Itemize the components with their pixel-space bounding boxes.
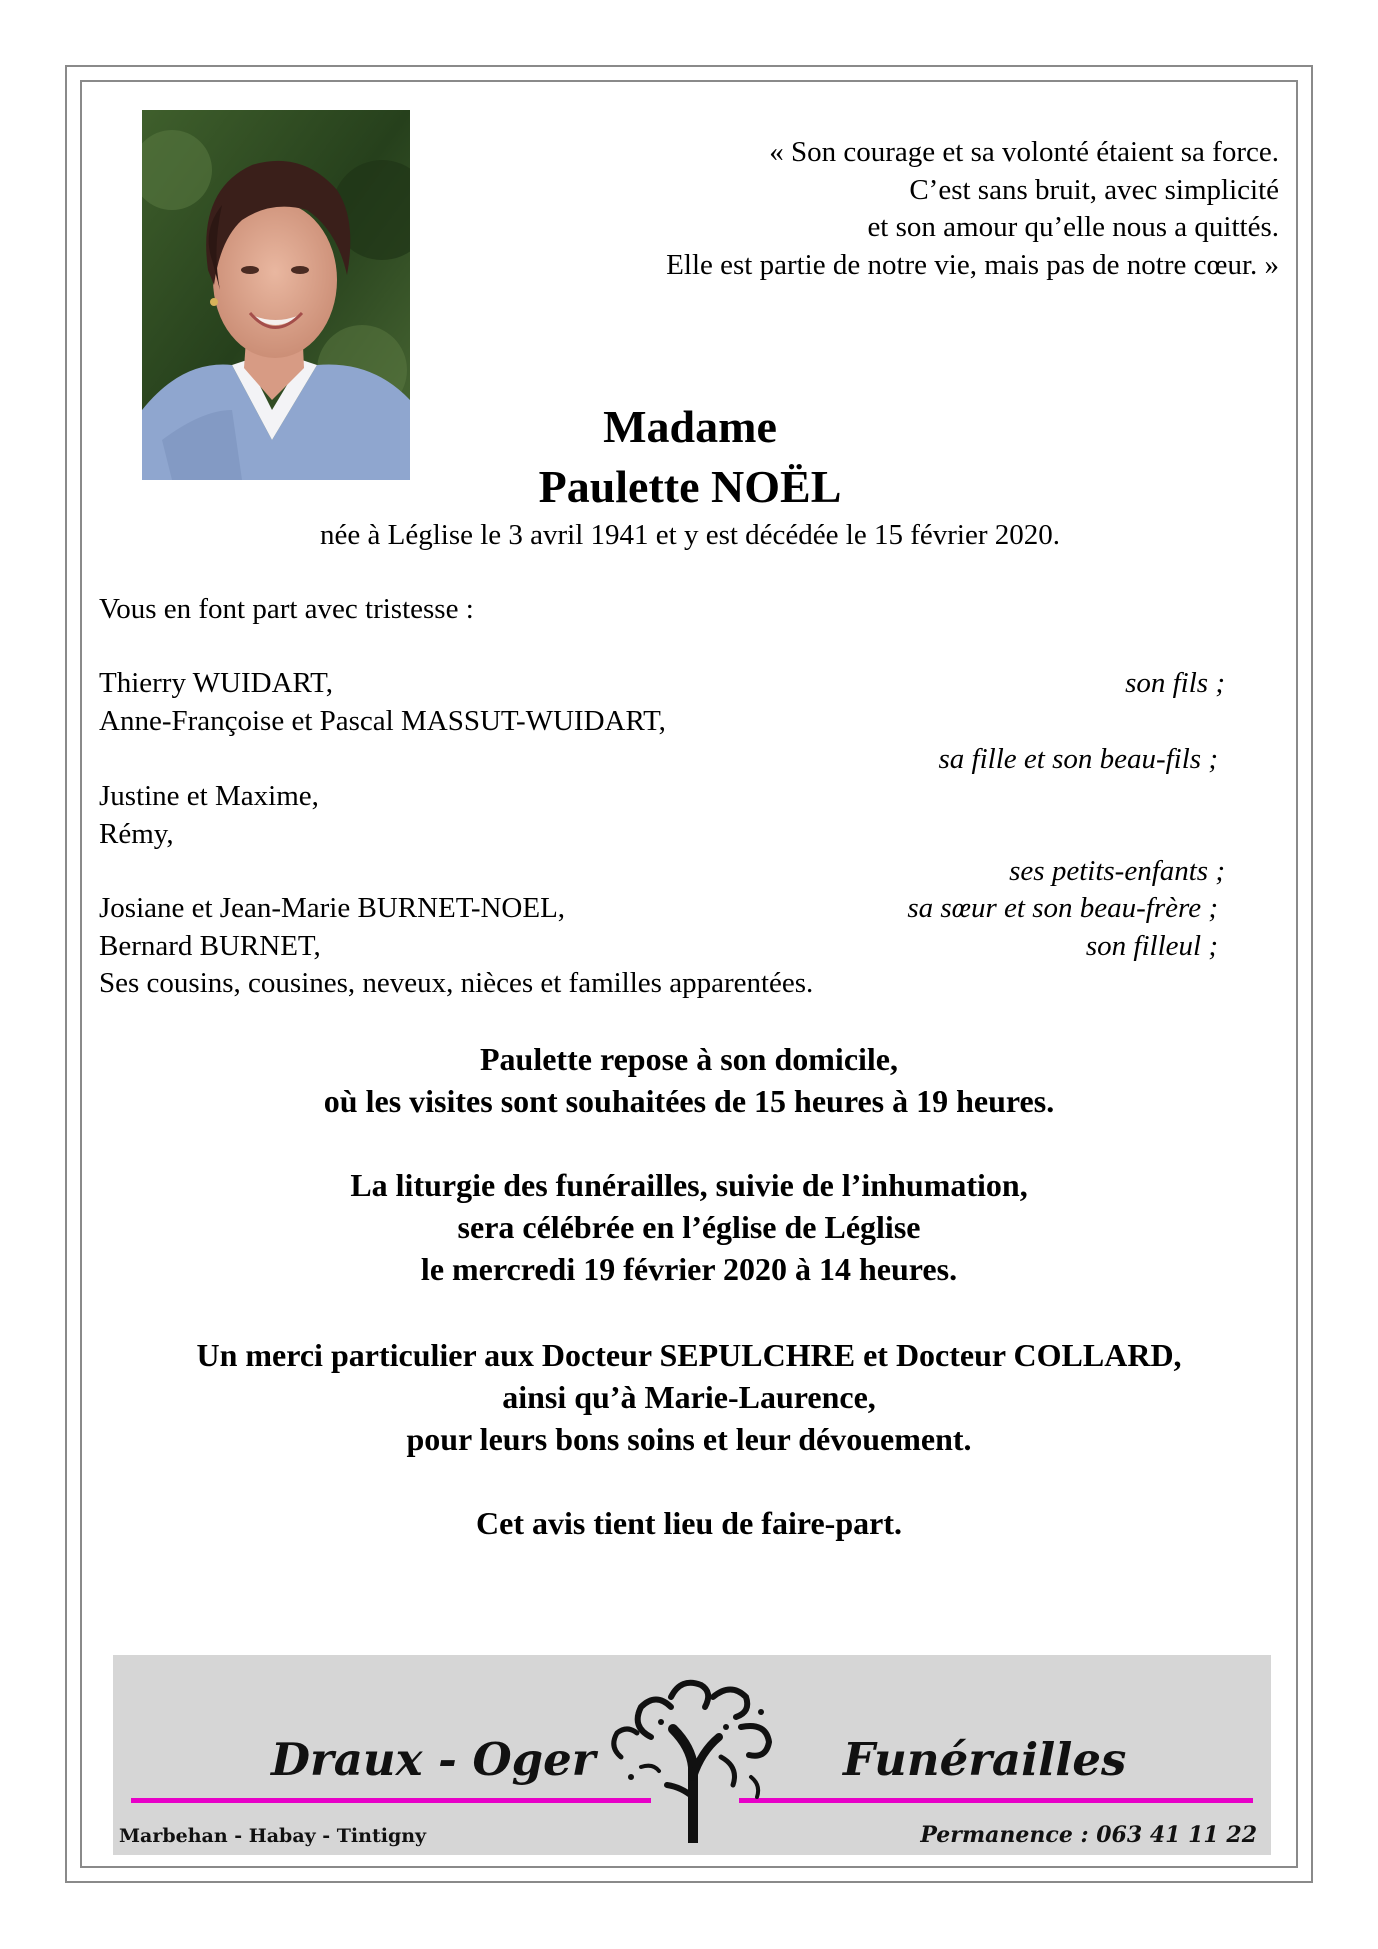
quote-line: C’est sans bruit, avec simplicité [909,173,1279,206]
family-member-relation: son filleul ; [1085,930,1218,962]
family-member-name: Ses cousins, cousines, neveux, nièces et familles apparentées. [99,967,814,999]
deceased-title: Madame [603,401,777,452]
visits-line: où les visites sont souhaitées de 15 heures à 19 heures. [323,1083,1055,1119]
announcement-intro: Vous en font part avec tristesse : [99,593,474,625]
deceased-name: Paulette NOËL [538,461,842,512]
visits-line: Paulette repose à son domicile, [479,1041,898,1077]
memorial-quote [519,134,1279,284]
family-member-name: Josiane et Jean-Marie BURNET-NOEL, [99,892,566,924]
quote-line: « Son courage et sa volonté étaient sa force. [769,136,1279,168]
thanks-line: ainsi qu’à Marie-Laurence, [502,1379,876,1415]
thanks-line: Un merci particulier aux Docteur SEPULCHRE et Docteur COLLARD, [196,1337,1182,1373]
visits-notice [90,1038,1288,1122]
funeral-line: La liturgie des funérailles, suivie de l’inhumation, [350,1167,1028,1203]
family-member-name: Rémy, [99,818,174,850]
brand-name: Draux - Oger [271,1733,596,1786]
family-member-name: Bernard BURNET, [99,930,321,962]
funeral-line: sera célébrée en l’église de Léglise [457,1209,921,1245]
quote-line: Elle est partie de notre vie, mais pas de notre cœur. » [666,248,1279,281]
accent-line [131,1798,651,1803]
thanks-notice [90,1334,1288,1460]
funeral-home-banner [113,1655,1271,1855]
accent-line [739,1798,1253,1803]
tree-icon [601,1667,791,1843]
family-member-relation: ses petits-enfants ; [1009,855,1225,887]
family-member-relation: son fils ; [1125,667,1225,699]
family-member-relation: sa sœur et son beau-frère ; [907,892,1218,924]
family-member-relation: sa fille et son beau-fils ; [938,743,1218,775]
funeral-notice [90,1164,1288,1290]
family-member-name: Thierry WUIDART, [99,667,333,699]
funeral-line: le mercredi 19 février 2020 à 14 heures. [420,1251,958,1287]
family-member-name: Justine et Maxime, [99,780,319,812]
quote-line: et son amour qu’elle nous a quittés. [867,211,1279,243]
birth-death-line: née à Léglise le 3 avril 1941 et y est décédée le 15 février 2020. [320,519,1060,551]
closing-notice: Cet avis tient lieu de faire-part. [476,1505,902,1541]
thanks-line: pour leurs bons soins et leur dévouement. [406,1421,972,1457]
permanence-phone: Permanence : 063 41 11 22 [920,1822,1257,1848]
brand-suffix: Funérailles [843,1733,1127,1786]
family-member-name: Anne-Françoise et Pascal MASSUT-WUIDART, [99,705,666,737]
branch-locations: Marbehan - Habay - Tintigny [119,1825,427,1847]
